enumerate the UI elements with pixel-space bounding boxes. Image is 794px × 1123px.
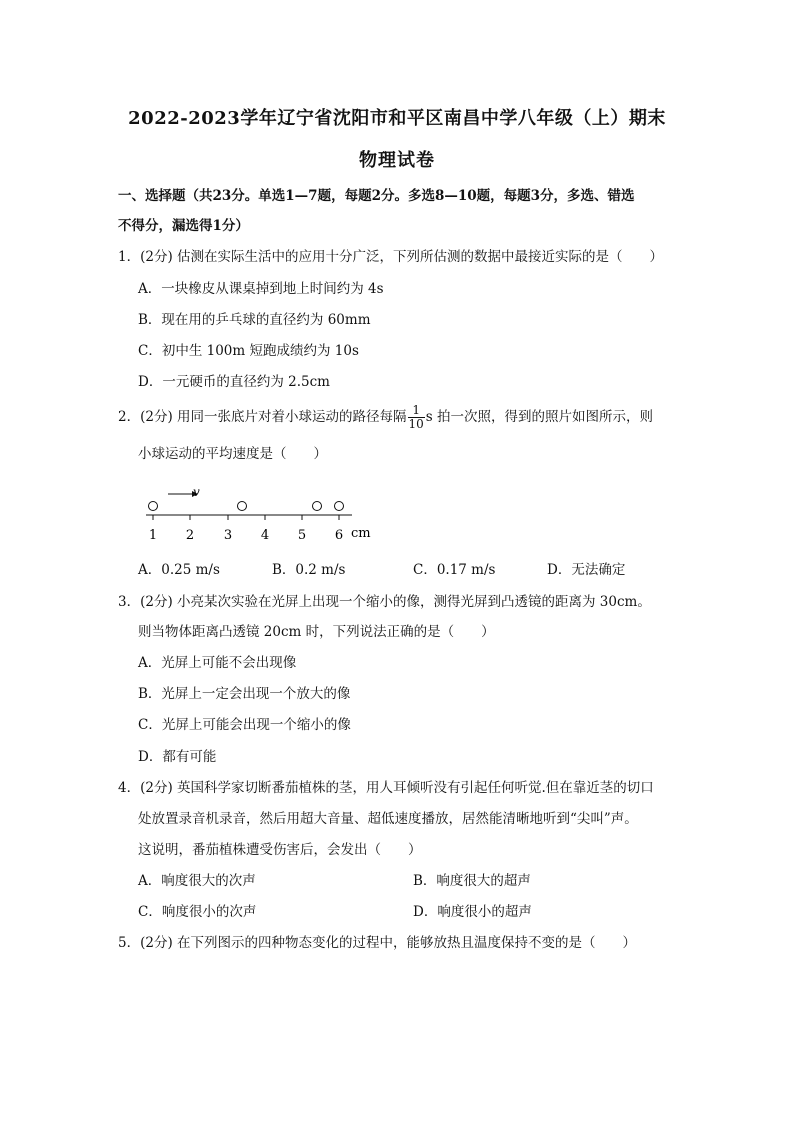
q2-stem bbox=[118, 404, 653, 431]
ball-position-3 bbox=[313, 502, 322, 511]
unit-label: cm bbox=[351, 526, 371, 541]
q2-stem-post: s 拍一次照，得到的照片如图所示，则 bbox=[425, 409, 654, 425]
ball-position-1 bbox=[149, 502, 158, 511]
q2-stem-pre: 2．(2分) 用同一张底片对着小球运动的路径每隔 bbox=[118, 409, 407, 425]
velocity-label: v bbox=[193, 485, 200, 499]
q3-stem-line1: 3．(2分) 小亮某次实验在光屏上出现一个缩小的像，测得光屏到凸透镜的距离为 30cm。 bbox=[118, 594, 651, 610]
tick-label-2: 2 bbox=[185, 528, 195, 543]
q4-option-a: A．响度很大的次声 bbox=[138, 873, 256, 889]
q1-stem: 1．(2分) 估测在实际生活中的应用十分广泛，下列所估测的数据中最接近实际的是（ ） bbox=[118, 249, 664, 265]
tick-label-5: 5 bbox=[297, 528, 307, 543]
q3-option-c: C．光屏上可能会出现一个缩小的像 bbox=[138, 717, 351, 733]
q2-option-c: C．0.17 m/s bbox=[413, 562, 496, 578]
q4-stem-line2: 处放置录音机录音，然后用超大音量、超低速度播放，居然能清晰地听到“尖叫”声。 bbox=[138, 811, 638, 827]
q2-stem-line2: 小球运动的平均速度是（ ） bbox=[138, 446, 327, 462]
tick-label-4: 4 bbox=[260, 528, 270, 543]
q2-option-d: D．无法确定 bbox=[547, 562, 626, 578]
q3-option-b: B．光屏上一定会出现一个放大的像 bbox=[138, 686, 351, 702]
q1-option-b: B．现在用的乒乓球的直径约为 60mm bbox=[138, 312, 371, 328]
q2-interval-fraction: $\frac{1}{10}$ bbox=[408, 403, 424, 431]
q2-option-a: A．0.25 m/s bbox=[138, 562, 220, 578]
q4-stem-line1: 4．(2分) 英国科学家切断番茄植株的茎，用人耳倾听没有引起任何听觉.但在靠近茎的切口 bbox=[118, 780, 654, 796]
q4-option-b: B．响度很大的超声 bbox=[413, 873, 531, 889]
exam-title-line2: 物理试卷 bbox=[359, 150, 435, 171]
q4-stem-line3: 这说明，番茄植株遭受伤害后，会发出（ ） bbox=[138, 842, 422, 858]
exam-title-line1: 2022-2023学年辽宁省沈阳市和平区南昌中学八年级（上）期末 bbox=[128, 108, 666, 129]
q3-stem-line2: 则当物体距离凸透镜 20cm 时，下列说法正确的是（ ） bbox=[138, 624, 495, 640]
ball-position-2 bbox=[238, 502, 247, 511]
q1-option-d: D．一元硬币的直径约为 2.5cm bbox=[138, 374, 330, 390]
figure-ticks bbox=[153, 515, 339, 520]
section-heading-line2: 不得分，漏选得1分） bbox=[118, 218, 249, 234]
q3-option-a: A．光屏上可能不会出现像 bbox=[138, 655, 297, 671]
tick-label-6: 6 bbox=[334, 528, 344, 543]
section-heading-line1: 一、选择题（共23分。单选1—7题，每题2分。多选8—10题，每题3分，多选、错选 bbox=[118, 188, 635, 204]
ball-position-4 bbox=[335, 502, 344, 511]
q1-option-c: C．初中生 100m 短跑成绩约为 10s bbox=[138, 343, 359, 359]
q5-stem: 5．(2分) 在下列图示的四种物态变化的过程中，能够放热且温度保持不变的是（ ） bbox=[118, 935, 637, 951]
q4-option-d: D．响度很小的超声 bbox=[413, 904, 532, 920]
q2-option-b: B．0.2 m/s bbox=[272, 562, 346, 578]
tick-label-1: 1 bbox=[148, 528, 158, 543]
q3-option-d: D．都有可能 bbox=[138, 749, 217, 765]
q1-option-a: A．一块橡皮从课桌掉到地上时间约为 4s bbox=[138, 281, 384, 297]
tick-label-3: 3 bbox=[223, 528, 233, 543]
q2-motion-figure bbox=[138, 478, 398, 548]
q4-option-c: C．响度很小的次声 bbox=[138, 904, 257, 920]
